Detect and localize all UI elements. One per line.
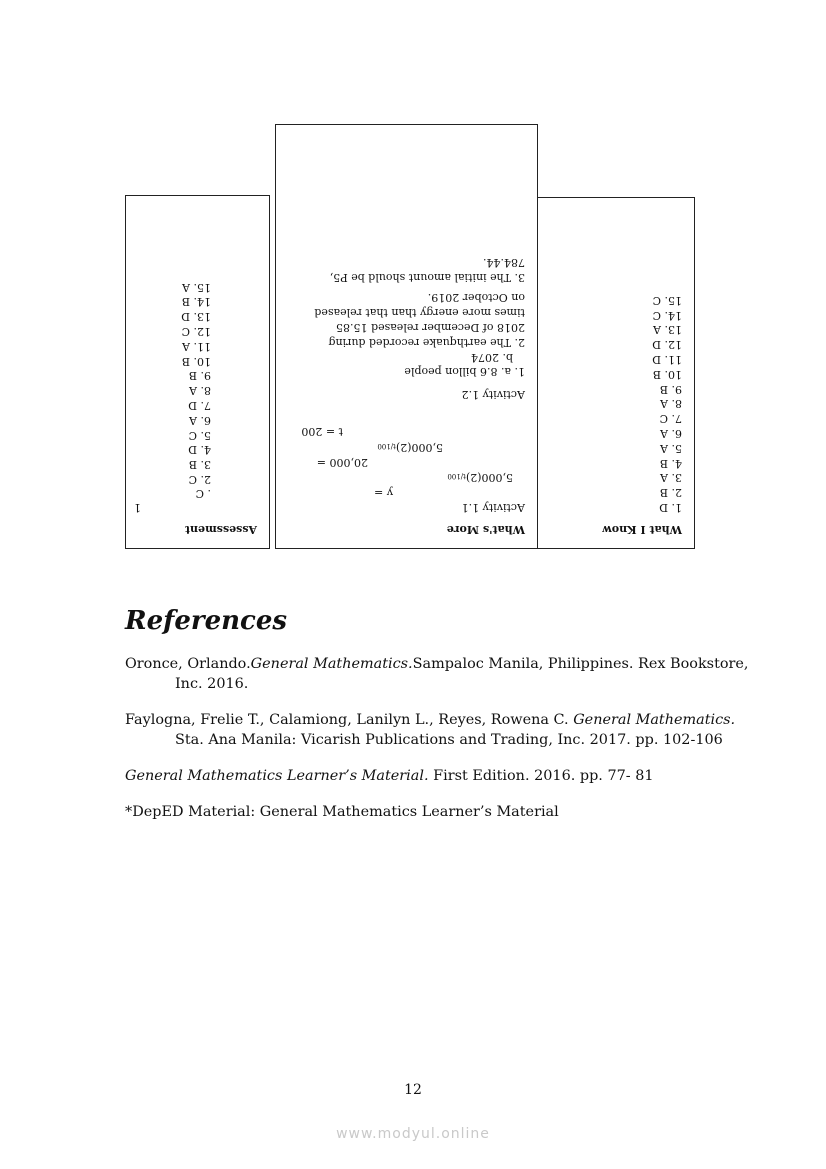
reference-item (125, 802, 765, 822)
what-i-know-answer-11: 11. D (652, 353, 682, 367)
assessment-answer-9: 10. B (181, 354, 211, 368)
assessment-answer-5: 6. A (189, 413, 211, 427)
what-i-know-answer-15: 15. C (652, 293, 682, 307)
activity-1-2-label: Activity 1.2 (461, 388, 525, 402)
equation-y: y = (374, 486, 393, 500)
what-i-know-box (537, 197, 695, 549)
activity-1-2-item-2-line-1: 2. The earthquake recorded during (328, 335, 525, 349)
assessment-title: Assessment (184, 523, 257, 536)
references-list (125, 654, 765, 822)
equation-1: 5,000(2)t/100 (447, 471, 513, 485)
activity-1-2-item-2-line-4: on October 2019. (427, 291, 525, 305)
activity-1-2-item-3-line-1: 3. The initial amount should be P5, (329, 270, 525, 284)
activity-1-2-item-1a: 1. a. 8.6 billon people (404, 365, 525, 379)
what-i-know-answer-10: 10. B (652, 367, 682, 381)
answer-key-section (0, 0, 826, 560)
what-i-know-answer-14: 14. C (652, 308, 682, 322)
what-i-know-answer-5: 5. A (660, 441, 682, 455)
reference-details: First Edition. 2016. pp. 77- 81 (428, 768, 654, 784)
references-heading: References (125, 606, 288, 636)
assessment-answer-6: 7. D (188, 399, 211, 413)
what-i-know-answer-3: 3. A (660, 471, 682, 485)
watermark: www.modyul.online (336, 1126, 490, 1142)
assessment-box (125, 195, 270, 549)
reference-title: General Mathematics. (573, 712, 736, 728)
assessment-answer-12: 13. D (181, 310, 211, 324)
assessment-answer-14: 15. A (182, 280, 211, 294)
reference-title: General Mathematics. (250, 656, 413, 672)
whats-more-box (275, 124, 538, 549)
what-i-know-answer-8: 8. A (660, 397, 682, 411)
what-i-know-answer-1: 1. D (659, 501, 682, 514)
reference-details: Sta. Ana Manila: Vicarish Publications and Trading, Inc. 2017. pp. 102-106 (175, 732, 723, 748)
what-i-know-answer-4: 4. B (659, 456, 682, 470)
activity-1-2-item-2-line-3: times more energy than that released (314, 306, 525, 320)
reference-author: Oronce, Orlando. (125, 656, 251, 672)
what-i-know-answer-12: 12. D (652, 338, 682, 352)
what-i-know-answer-7: 7. C (659, 412, 682, 426)
reference-details: Sampaloc Manila, Philippines. Rex Bookstore, Inc. 2016. (175, 656, 749, 692)
assessment-answer-11: 12. C (181, 325, 211, 339)
what-i-know-answers (652, 292, 682, 514)
assessment-number-one: 1 (134, 501, 141, 514)
what-i-know-answer-9: 9. B (659, 382, 682, 396)
activity-1-2-item-1b: b. 2074 (470, 350, 513, 364)
assessment-answer-4: 5. C (188, 428, 211, 442)
equation-3: 5,000(2)t/100 (377, 440, 443, 454)
assessment-answer-7: 8. A (189, 384, 211, 398)
reference-item (125, 710, 765, 750)
page-number: 12 (404, 1082, 422, 1098)
whats-more-title: What's More (446, 523, 525, 536)
assessment-answer-2: 3. B (188, 458, 211, 472)
what-i-know-answer-13: 13. A (653, 323, 682, 337)
reference-author: Faylogna, Frelie T., Calamiong, Lanilyn L., Reyes, Rowena C. (125, 712, 574, 728)
reference-item (125, 766, 765, 786)
activity-1-1-label: Activity 1.1 (461, 501, 525, 514)
assessment-answers (181, 279, 211, 486)
what-i-know-answer-2: 2. B (659, 486, 682, 500)
assessment-answer-8: 9. B (188, 369, 211, 383)
assessment-c-line: . C (195, 487, 211, 500)
what-i-know-answer-6: 6. A (660, 427, 682, 441)
equation-4: t = 200 (301, 425, 343, 439)
assessment-answer-10: 11. A (182, 339, 211, 353)
reference-title: General Mathematics Learner’s Material. (125, 768, 429, 784)
reference-author: *DepED Material: General Mathematics Learner’s Material (125, 804, 559, 820)
activity-1-2-item-2-line-2: 2018 of December released 15.85 (336, 321, 525, 335)
equation-2: 20,000 = (316, 455, 368, 469)
references-section (125, 606, 765, 838)
activity-1-2-item-3-line-2: 784.44. (483, 255, 525, 269)
reference-item (125, 654, 765, 694)
what-i-know-title: What I Know (602, 523, 682, 536)
assessment-answer-3: 4. D (188, 443, 211, 457)
assessment-answer-13: 14. B (181, 295, 211, 309)
assessment-answer-1: 2. C (188, 473, 211, 486)
